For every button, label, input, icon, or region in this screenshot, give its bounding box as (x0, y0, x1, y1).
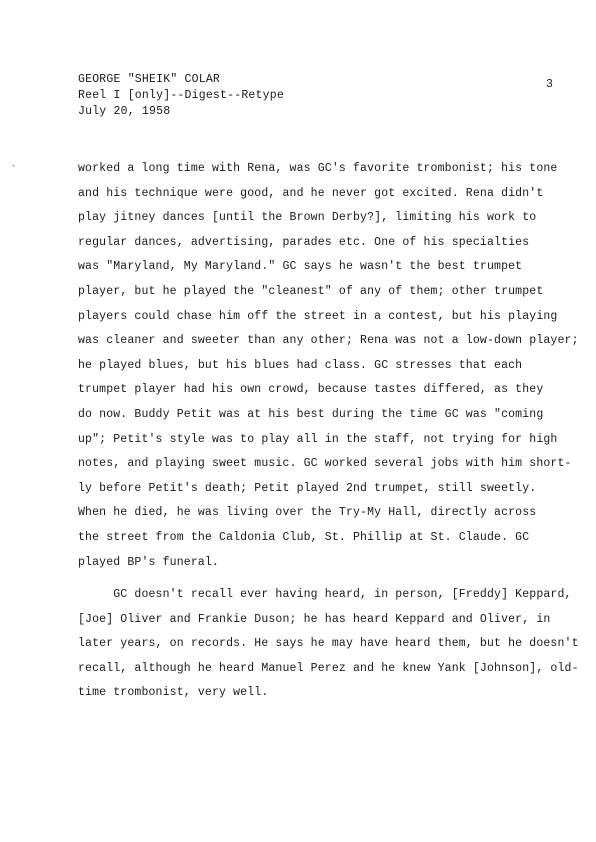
text-line: ly before Petit's death; Petit played 2nd trumpet, still sweetly. (78, 481, 537, 495)
text-line: was cleaner and sweeter than any other; Rena was not a low-down player; (78, 334, 579, 348)
page-number: 3 (546, 78, 553, 91)
text-line: player, but he played the "cleanest" of any of them; other trumpet (78, 284, 544, 298)
text-line: notes, and playing sweet music. GC worked several jobs with him short- (78, 457, 572, 471)
text-line: was "Maryland, My Maryland." GC says he wasn't the best trumpet (78, 260, 523, 274)
text-line: players could chase him off the street in a contest, but his playing (78, 309, 558, 323)
interview-date: July 20, 1958 (78, 105, 171, 118)
text-line: trumpet player had his own crowd, because tastes differed, as they (78, 383, 544, 397)
text-line: time trombonist, very well. (78, 686, 269, 700)
text-line: the street from the Caldonia Club, St. Phillip at St. Claude. GC (78, 530, 530, 544)
document-header (78, 72, 284, 120)
text-line: play jitney dances [until the Brown Derby?], limiting his work to (78, 211, 537, 225)
paragraph-first-line: GC doesn't recall ever having heard, in person, [Freddy] Keppard, (78, 588, 572, 602)
text-line: and his technique were good, and he never got excited. Rena didn't (78, 186, 544, 200)
transcript-body (78, 157, 579, 706)
text-line: later years, on records. He says he may have heard them, but he doesn't (78, 637, 579, 651)
text-line: [Joe] Oliver and Frankie Duson; he has heard Keppard and Oliver, in (78, 612, 551, 626)
stray-mark: ` (10, 165, 17, 177)
text-line: played BP's funeral. (78, 555, 220, 569)
text-line: worked a long time with Rena, was GC's favorite trombonist; his tone (78, 162, 558, 175)
text-line: do now. Buddy Petit was at his best during the time GC was "coming (78, 407, 544, 421)
text-line: recall, although he heard Manuel Perez and he knew Yank [Johnson], old- (78, 661, 579, 675)
text-line: he played blues, but his blues had class. GC stresses that each (78, 358, 523, 372)
text-line: When he died, he was living over the Try-My Hall, directly across (78, 506, 537, 520)
text-line: regular dances, advertising, parades etc. One of his specialties (78, 235, 530, 249)
reel-info: Reel I [only]--Digest--Retype (78, 89, 284, 102)
text-line: up"; Petit's style was to play all in the staff, not trying for high (78, 432, 558, 446)
interviewee-name: GEORGE "SHEIK" COLAR (78, 73, 221, 86)
